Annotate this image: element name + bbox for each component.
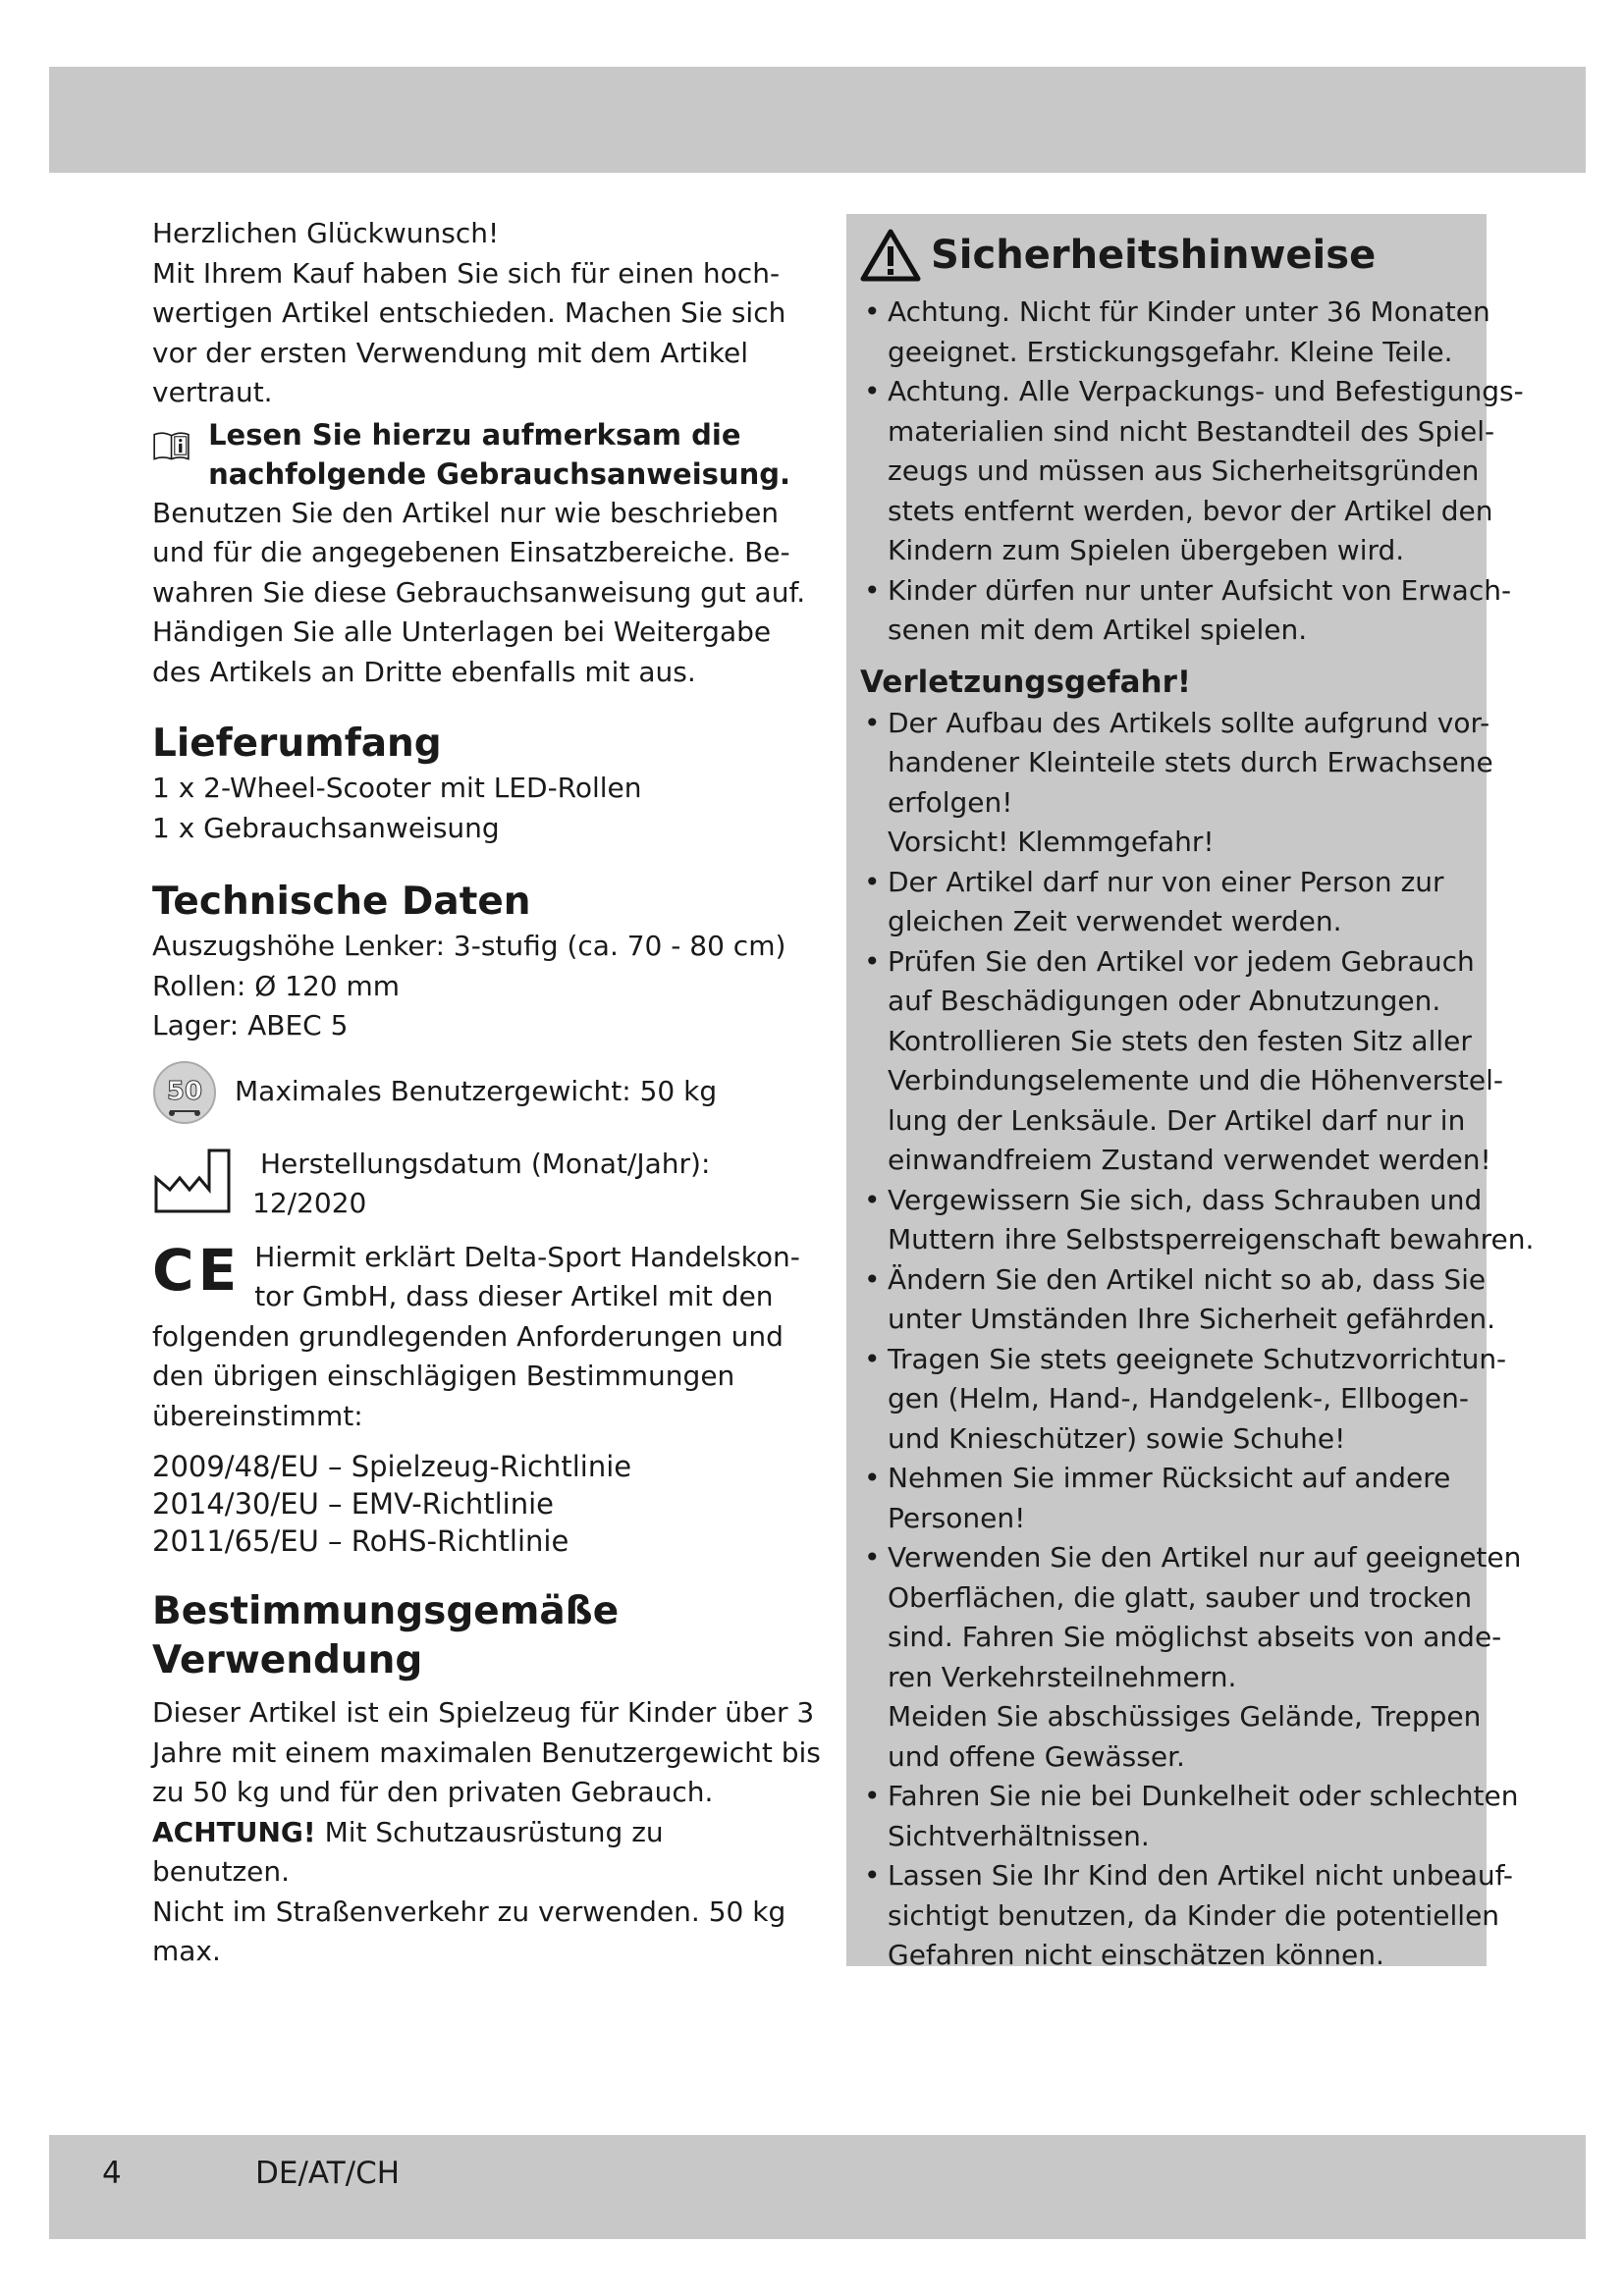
- safety-bullet-line: gleichen Zeit verwendet werden.: [888, 905, 1342, 937]
- ce-line: übereinstimmt:: [152, 1399, 363, 1432]
- safety-bullet-line: • Der Aufbau des Artikels sollte aufgrund vor-: [888, 706, 1490, 739]
- safety-bullet: [860, 1181, 1535, 1260]
- safety-bullet-line: Oberflächen, die glatt, sauber und trocken: [888, 1580, 1473, 1614]
- ce-line: folgenden grundlegenden Anforderungen und: [152, 1319, 784, 1353]
- weight-row: [152, 1060, 790, 1125]
- safety-bullet: [860, 704, 1493, 863]
- safety-bullet-line: auf Beschädigungen oder Abnutzungen.: [888, 985, 1441, 1017]
- bestimmung-text: [152, 1693, 821, 1813]
- safety-bullet-line: • Vergewissern Sie sich, dass Schrauben und: [888, 1183, 1483, 1216]
- ce-line: tor GmbH, dass dieser Artikel mit den: [254, 1280, 774, 1312]
- safety-bullet-line: geeignet. Erstickungsgefahr. Kleine Teile.: [888, 335, 1453, 368]
- safety-bullet: [860, 1856, 1514, 1976]
- safety-bullet: [860, 571, 1512, 651]
- directive-line: 2011/65/EU – RoHS-Richtlinie: [152, 1524, 569, 1558]
- intro-body-line: wahren Sie diese Gebrauchsanweisung gut auf.: [152, 575, 806, 609]
- intro-line: Mit Ihrem Kauf haben Sie sich für einen hoch-: [152, 256, 781, 290]
- directive-line: 2009/48/EU – Spielzeug-Richtlinie: [152, 1450, 632, 1483]
- bestimmung-tail: [152, 1893, 790, 1972]
- safety-bullet-line: • Verwenden Sie den Artikel nur auf geeigneten: [888, 1541, 1522, 1574]
- tech-spec-line: Lager: ABEC 5: [152, 1009, 349, 1041]
- tech-spec-line: Rollen: Ø 120 mm: [152, 969, 401, 1002]
- intro-body-line: des Artikels an Dritte ebenfalls mit aus.: [152, 655, 696, 688]
- bestimmung-line: Nicht im Straßenverkehr zu verwenden. 50 kg: [152, 1895, 786, 1928]
- safety-bullet: [860, 863, 1471, 942]
- ce-row: [152, 1236, 800, 1317]
- safety-bullet-line: senen mit dem Artikel spielen.: [888, 614, 1308, 646]
- weight-label: Maximales Benutzergewicht: 50 kg: [235, 1075, 718, 1108]
- warning-triangle-icon: [860, 229, 921, 282]
- injury-heading: Verletzungsgefahr!: [860, 664, 1192, 700]
- ce-declaration-cont: [152, 1317, 790, 1437]
- safety-bullet-line: • Fahren Sie nie bei Dunkelheit oder schlechten: [888, 1780, 1519, 1812]
- notice-text: [208, 415, 790, 494]
- safety-bullet-line: Meiden Sie abschüssiges Gelände, Treppen: [888, 1700, 1482, 1733]
- safety-bullet-line: • Tragen Sie stets geeignete Schutzvorrichtun-: [888, 1342, 1507, 1375]
- left-column: [152, 214, 821, 1972]
- safety-bullet-line: zeugs und müssen aus Sicherheitsgründen: [888, 454, 1480, 487]
- lieferumfang-item: 1 x Gebrauchsanweisung: [152, 811, 500, 844]
- bestimmung-line: Dieser Artikel ist ein Spielzeug für Kinder über 3: [152, 1696, 815, 1729]
- safety-bullet: [860, 1459, 1471, 1538]
- bestimmung-line: Jahre mit einem maximalen Benutzergewicht bis: [152, 1735, 821, 1769]
- page-number: 4: [102, 2156, 122, 2191]
- date-block: [252, 1145, 710, 1224]
- manufacture-date-icon: [152, 1145, 235, 1215]
- bestimmung-heading-line: Bestimmungsgemäße: [152, 1589, 620, 1633]
- manual-info-icon: [152, 417, 190, 474]
- weight-badge-text: 50: [166, 1076, 203, 1106]
- safety-bullet-line: Kindern zum Spielen übergeben wird.: [888, 534, 1405, 566]
- safety-bullet-line: ren Verkehrsteilnehmern.: [888, 1660, 1237, 1693]
- safety-bullet-line: unter Umständen Ihre Sicherheit gefährden.: [888, 1303, 1496, 1335]
- bestimmung-line: zu 50 kg und für den privaten Gebrauch.: [152, 1776, 714, 1808]
- tech-specs: [152, 927, 790, 1046]
- intro-line: Herzlichen Glückwunsch!: [152, 217, 500, 249]
- tech-spec-line: Auszugshöhe Lenker: 3-stufig (ca. 70 - 80 cm): [152, 930, 786, 962]
- intro-line: wertigen Artikel entschieden. Machen Sie sich: [152, 296, 786, 329]
- safety-bullet-line: erfolgen!: [888, 785, 1013, 819]
- lieferumfang-list: [152, 769, 790, 848]
- heading-technische-daten: Technische Daten: [152, 880, 531, 924]
- safety-bullet: [860, 1777, 1519, 1856]
- safety-bullet-line: Muttern ihre Selbstsperreigenschaft bewahren.: [888, 1223, 1535, 1255]
- safety-bullet: [860, 1340, 1507, 1460]
- intro-body-line: Benutzen Sie den Artikel nur wie beschrieben: [152, 496, 780, 529]
- safety-bullet-line: • Achtung. Nicht für Kinder unter 36 Monaten: [888, 295, 1490, 328]
- achtung-line: [152, 1813, 790, 1893]
- safety-bullet-line: handener Kleinteile stets durch Erwachsene: [888, 746, 1493, 778]
- safety-bullet-line: und Knieschützer) sowie Schuhe!: [888, 1421, 1346, 1455]
- safety-list: [860, 293, 1524, 651]
- safety-bullet-line: stets entfernt werden, bevor der Artikel den: [888, 494, 1493, 527]
- ce-line: Hiermit erklärt Delta-Sport Handelskon-: [254, 1240, 800, 1273]
- safety-bullet-line: Sichtverhältnissen.: [888, 1819, 1150, 1852]
- safety-bullet-line: Kontrollieren Sie stets den festen Sitz aller: [888, 1024, 1472, 1057]
- safety-bullet-line: • Kinder dürfen nur unter Aufsicht von Erwach-: [888, 573, 1512, 607]
- directive-line: 2014/30/EU – EMV-Richtlinie: [152, 1487, 554, 1521]
- safety-bullet-line: sichtigt benutzen, da Kinder die potentiellen: [888, 1898, 1500, 1932]
- safety-title: Sicherheitshinweise: [931, 233, 1377, 278]
- safety-bullet-line: Vorsicht! Klemmgefahr!: [888, 826, 1215, 858]
- notice-row: [152, 417, 790, 494]
- ce-mark-icon: CE: [152, 1236, 242, 1304]
- safety-bullet: [860, 942, 1503, 1181]
- safety-bullet-line: • Achtung. Alle Verpackungs- und Befestigungs-: [888, 375, 1524, 407]
- safety-bullet-line: und offene Gewässer.: [888, 1739, 1185, 1773]
- date-row: [152, 1145, 790, 1224]
- safety-panel: [846, 214, 1535, 1971]
- safety-bullet-line: gen (Helm, Hand-, Handgelenk-, Ellbogen-: [888, 1382, 1469, 1415]
- safety-bullet: [860, 1538, 1522, 1777]
- achtung-label: ACHTUNG!: [152, 1815, 316, 1848]
- safety-bullet-line: sind. Fahren Sie möglichst abseits von ande-: [888, 1621, 1502, 1653]
- safety-bullet-line: • Ändern Sie den Artikel nicht so ab, dass Sie: [888, 1262, 1487, 1296]
- notice-line: Lesen Sie hierzu aufmerksam die: [208, 417, 741, 452]
- notice-line: nachfolgende Gebrauchsanweisung.: [208, 456, 790, 491]
- date-label: Herstellungsdatum (Monat/Jahr):: [260, 1147, 711, 1180]
- intro-body-line: Händigen Sie alle Unterlagen bei Weitergabe: [152, 615, 772, 648]
- intro-line: vor der ersten Verwendung mit dem Artikel: [152, 336, 748, 369]
- bestimmung-line: max.: [152, 1935, 221, 1967]
- safety-bullet-line: Verbindungselemente und die Höhenverstel-: [888, 1064, 1503, 1096]
- ce-declaration: [254, 1238, 800, 1317]
- safety-bullet-line: • Der Artikel darf nur von einer Person zur: [888, 865, 1444, 898]
- safety-bullet-line: Personen!: [888, 1501, 1026, 1534]
- safety-bullet-line: einwandfreiem Zustand verwendet werden!: [888, 1144, 1491, 1176]
- safety-bullet-line: Gefahren nicht einschätzen können.: [888, 1939, 1384, 1971]
- region-label: DE/AT/CH: [255, 2156, 401, 2191]
- intro-body: [152, 494, 806, 693]
- header-bar: [49, 67, 1586, 173]
- max-weight-badge-icon: [152, 1060, 217, 1125]
- safety-bullet-line: materialien sind nicht Bestandteil des Spiel-: [888, 414, 1495, 448]
- date-value: 12/2020: [252, 1187, 367, 1219]
- intro-text: [152, 214, 790, 413]
- heading-bestimmung: [152, 1587, 790, 1685]
- safety-bullet-line: • Lassen Sie Ihr Kind den Artikel nicht unbeauf-: [888, 1859, 1514, 1892]
- lieferumfang-item: 1 x 2-Wheel-Scooter mit LED-Rollen: [152, 772, 642, 804]
- ce-line: den übrigen einschlägigen Bestimmungen: [152, 1360, 735, 1392]
- intro-line: vertraut.: [152, 376, 273, 408]
- safety-bullet: [860, 372, 1524, 571]
- heading-lieferumfang: Lieferumfang: [152, 721, 442, 766]
- bestimmung-heading-line: Verwendung: [152, 1638, 423, 1682]
- achtung-text: Mit Schutzausrüstung zu benutzen.: [152, 1815, 664, 1888]
- directives: [152, 1448, 790, 1560]
- injury-list: [860, 704, 1535, 1976]
- intro-body-line: und für die angegebenen Einsatzbereiche. Be-: [152, 536, 790, 568]
- safety-title-row: [860, 228, 1471, 283]
- safety-bullet-line: lung der Lenksäule. Der Artikel darf nur in: [888, 1103, 1466, 1137]
- safety-bullet: [860, 1260, 1496, 1340]
- safety-bullet-line: • Nehmen Sie immer Rücksicht auf andere: [888, 1462, 1451, 1494]
- safety-bullet: [860, 293, 1490, 372]
- safety-bullet-line: • Prüfen Sie den Artikel vor jedem Gebrauch: [888, 944, 1475, 978]
